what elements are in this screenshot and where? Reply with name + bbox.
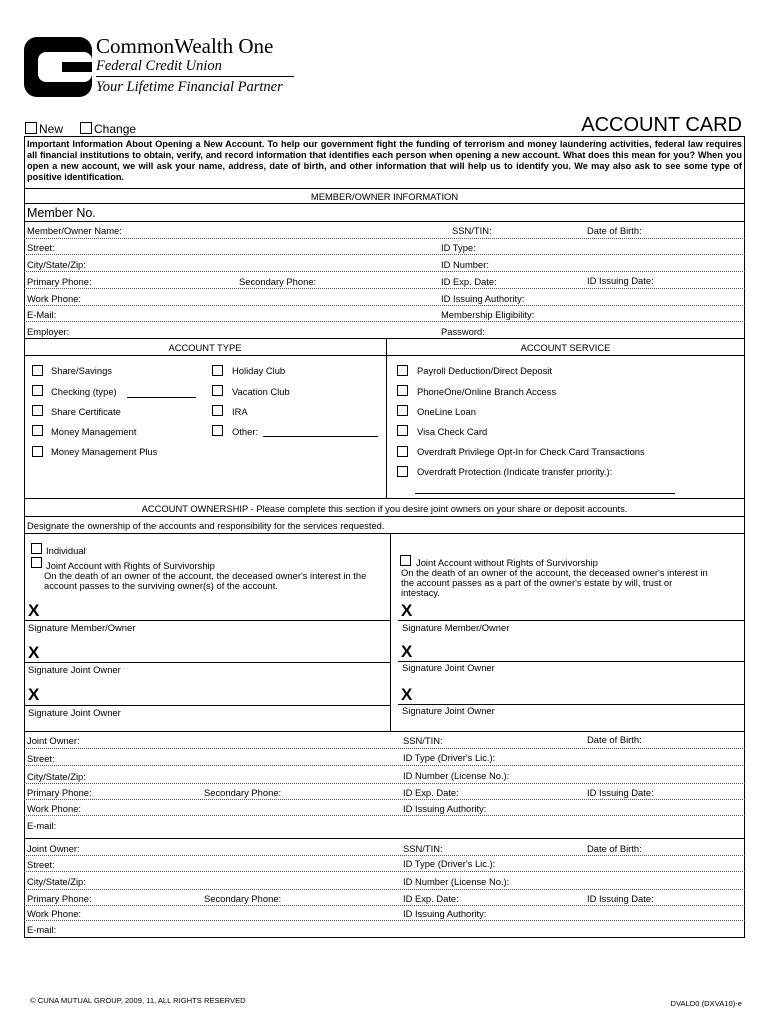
joint1-secondary-phone-label: Secondary Phone:: [204, 787, 282, 798]
joint1-primary-phone-label: Primary Phone:: [27, 787, 92, 798]
id-authority-label: ID Issuing Authority:: [441, 293, 525, 304]
phoneone-checkbox[interactable]: [397, 385, 408, 396]
rule: [24, 815, 745, 816]
account-type-title: ACCOUNT TYPE: [168, 342, 242, 353]
joint1-street-label: Street:: [27, 753, 55, 764]
joint1-id-number-label: ID Number (License No.):: [403, 770, 510, 781]
joint1-id-issuing-date-label: ID Issuing Date:: [587, 787, 654, 798]
joint-no-rights-label: Joint Account without Rights of Survivorship: [416, 557, 598, 568]
org-subtitle: Federal Credit Union: [96, 58, 222, 74]
joint2-ssn-label: SSN/TIN:: [403, 843, 443, 854]
joint2-work-phone-label: Work Phone:: [27, 908, 82, 919]
employer-label: Employer:: [27, 326, 70, 337]
joint1-id-exp-label: ID Exp. Date:: [403, 787, 459, 798]
sig-member-label-left: Signature Member/Owner: [28, 622, 136, 633]
member-section-title: MEMBER/OWNER INFORMATION: [310, 191, 459, 202]
rule: [24, 731, 745, 732]
sig-joint-label-left-1: Signature Joint Owner: [28, 664, 121, 675]
rule: [24, 271, 745, 272]
joint-no-rights-checkbox[interactable]: [400, 555, 411, 566]
rule: [24, 321, 745, 322]
member-name-label: Member/Owner Name:: [27, 225, 122, 236]
joint2-city-label: City/State/Zip:: [27, 876, 86, 887]
sig-x-mark: X: [401, 601, 413, 620]
change-checkbox[interactable]: [80, 122, 92, 134]
vacation-club-checkbox[interactable]: [212, 385, 223, 396]
work-phone-label: Work Phone:: [27, 293, 82, 304]
form-title: ACCOUNT CARD: [581, 114, 742, 136]
rule: [24, 533, 745, 534]
sig-joint-label-right-1: Signature Joint Owner: [402, 662, 495, 673]
rule: [24, 855, 745, 856]
change-label: Change: [94, 122, 137, 136]
dob-label: Date of Birth:: [587, 225, 642, 236]
sig-x-mark: X: [28, 685, 40, 704]
oneline-loan-label: OneLine Loan: [417, 406, 476, 417]
rule: [24, 799, 745, 800]
joint-rights-label: Joint Account with Rights of Survivorship: [46, 560, 215, 571]
visa-check-card-label: Visa Check Card: [417, 426, 488, 437]
sig-x-mark: X: [401, 685, 413, 704]
divider: [386, 338, 387, 498]
ira-checkbox[interactable]: [212, 405, 223, 416]
joint2-id-number-label: ID Number (License No.):: [403, 876, 510, 887]
account-service-title: ACCOUNT SERVICE: [520, 342, 611, 353]
rule: [24, 355, 745, 356]
rule: [24, 288, 745, 289]
new-label: New: [39, 122, 64, 136]
joint1-ssn-label: SSN/TIN:: [403, 735, 443, 746]
payroll-checkbox[interactable]: [397, 365, 408, 376]
sig-x-mark: X: [401, 642, 413, 661]
joint1-id-authority-label: ID Issuing Authority:: [403, 803, 487, 814]
divider: [390, 533, 391, 731]
rule: [24, 783, 745, 784]
sig-member-line-left[interactable]: [24, 620, 390, 621]
rule: [24, 188, 745, 189]
sig-joint-line-left-2[interactable]: [24, 705, 390, 706]
holiday-club-checkbox[interactable]: [212, 365, 223, 376]
ownership-title: ACCOUNT OWNERSHIP - Please complete this section if you desire joint owners on your share or deposit accounts.: [141, 503, 628, 514]
rule: [24, 765, 745, 766]
share-certificate-label: Share Certificate: [51, 406, 121, 417]
ssn-label: SSN/TIN:: [452, 225, 492, 236]
overdraft-privilege-checkbox[interactable]: [397, 446, 408, 457]
primary-phone-label: Primary Phone:: [27, 276, 92, 287]
sig-joint-line-left-1[interactable]: [24, 662, 390, 663]
form-code: DVALD0 (DXVA10)-e: [670, 999, 742, 1008]
vacation-club-label: Vacation Club: [232, 386, 290, 397]
rule: [24, 238, 745, 239]
sig-x-mark: X: [28, 601, 40, 620]
other-checkbox[interactable]: [212, 425, 223, 436]
rule: [24, 221, 745, 222]
joint1-id-type-label: ID Type (Driver's Lic.):: [403, 752, 496, 763]
rule: [24, 516, 745, 517]
joint2-dob-label: Date of Birth:: [587, 843, 642, 854]
joint-rights-desc: On the death of an owner of the account, the deceased owner's interest in the account passes to the surviving owner(s) of the account.: [44, 570, 367, 591]
joint2-owner-label: Joint Owner:: [27, 843, 80, 854]
new-checkbox[interactable]: [25, 122, 37, 134]
other-label: Other:: [232, 426, 259, 437]
share-savings-checkbox[interactable]: [32, 365, 43, 376]
holiday-club-label: Holiday Club: [232, 365, 286, 376]
rule: [24, 748, 745, 749]
sig-joint-label-left-2: Signature Joint Owner: [28, 707, 121, 718]
joint2-id-authority-label: ID Issuing Authority:: [403, 908, 487, 919]
money-management-plus-checkbox[interactable]: [32, 446, 43, 457]
rule: [24, 905, 745, 906]
ownership-designate: Designate the ownership of the accounts and responsibility for the services requested.: [27, 520, 385, 531]
checking-label: Checking (type): [51, 386, 117, 397]
logo-mark: [24, 37, 92, 97]
rule: [24, 498, 745, 499]
other-line[interactable]: [263, 436, 378, 437]
notice-text: Important Information About Opening a New Account. To help our government fight the funding of terrorism and money laundering activities, federal law requires all financial institutions to obtain, verify, and record information that identifies each person when opening a new account. What does this mean for you? When you open a new account, we will ask your name, address, date of birth, and other information that will help us to identify you. We may also ask to see some type of positive identification.: [27, 139, 742, 182]
joint2-id-issuing-date-label: ID Issuing Date:: [587, 893, 654, 904]
member-no-label: Member No.: [27, 206, 96, 220]
joint2-id-type-label: ID Type (Driver's Lic.):: [403, 858, 496, 869]
org-name: CommonWealth One: [96, 34, 274, 58]
logo-rule: [96, 76, 294, 77]
sig-member-line-right[interactable]: [398, 620, 745, 621]
joint2-email-label: E-mail:: [27, 924, 57, 935]
rule: [24, 838, 745, 839]
money-management-label: Money Management: [51, 426, 137, 437]
joint1-city-label: City/State/Zip:: [27, 771, 86, 782]
rule: [24, 871, 745, 872]
sig-joint-label-right-2: Signature Joint Owner: [402, 705, 495, 716]
checking-type-line[interactable]: [127, 397, 196, 398]
id-number-label: ID Number:: [441, 259, 489, 270]
overdraft-privilege-label: Overdraft Privilege Opt-In for Check Card Transactions: [417, 446, 645, 457]
individual-checkbox[interactable]: [31, 543, 42, 554]
joint1-email-label: E-mail:: [27, 820, 57, 831]
rule: [24, 305, 745, 306]
id-type-label: ID Type:: [441, 242, 476, 253]
joint-rights-checkbox[interactable]: [31, 557, 42, 568]
joint1-owner-label: Joint Owner:: [27, 735, 80, 746]
city-label: City/State/Zip:: [27, 259, 86, 270]
copyright: © CUNA MUTUAL GROUP, 2009, 11, ALL RIGHTS RESERVED: [30, 996, 246, 1005]
rule: [24, 203, 745, 204]
oneline-loan-checkbox[interactable]: [397, 405, 408, 416]
joint-no-rights-desc: On the death of an owner of the account, the deceased owner's interest in the account passes as a part of the owner's estate by will, trust or intestacy.: [401, 567, 708, 598]
overdraft-priority-line[interactable]: [415, 493, 675, 494]
individual-label: Individual: [46, 545, 86, 556]
joint2-street-label: Street:: [27, 859, 55, 870]
form-box: [24, 136, 745, 938]
joint2-primary-phone-label: Primary Phone:: [27, 893, 92, 904]
joint1-work-phone-label: Work Phone:: [27, 803, 82, 814]
rule: [24, 889, 745, 890]
rule: [24, 338, 745, 339]
rule: [24, 254, 745, 255]
payroll-label: Payroll Deduction/Direct Deposit: [417, 365, 552, 376]
joint2-id-exp-label: ID Exp. Date:: [403, 893, 459, 904]
rule: [24, 920, 745, 921]
ira-label: IRA: [232, 406, 248, 417]
email-label: E-Mail:: [27, 309, 57, 320]
org-tagline: Your Lifetime Financial Partner: [96, 79, 283, 95]
checking-checkbox[interactable]: [32, 385, 43, 396]
overdraft-protection-label: Overdraft Protection (Indicate transfer priority.):: [417, 466, 613, 477]
money-management-plus-label: Money Management Plus: [51, 446, 158, 457]
money-management-checkbox[interactable]: [32, 425, 43, 436]
street-label: Street:: [27, 242, 55, 253]
id-exp-label: ID Exp. Date:: [441, 276, 497, 287]
id-issuing-date-label: ID Issuing Date:: [587, 275, 654, 286]
share-savings-label: Share/Savings: [51, 365, 112, 376]
password-label: Password:: [441, 326, 485, 337]
share-certificate-checkbox[interactable]: [32, 405, 43, 416]
visa-check-card-checkbox[interactable]: [397, 425, 408, 436]
joint1-dob-label: Date of Birth:: [587, 734, 642, 745]
overdraft-protection-checkbox[interactable]: [397, 466, 408, 477]
secondary-phone-label: Secondary Phone:: [239, 276, 317, 287]
membership-label: Membership Eligibility:: [441, 309, 535, 320]
sig-x-mark: X: [28, 643, 40, 662]
joint2-secondary-phone-label: Secondary Phone:: [204, 893, 282, 904]
sig-member-label-right: Signature Member/Owner: [402, 622, 510, 633]
phoneone-label: PhoneOne/Online Branch Access: [417, 386, 557, 397]
